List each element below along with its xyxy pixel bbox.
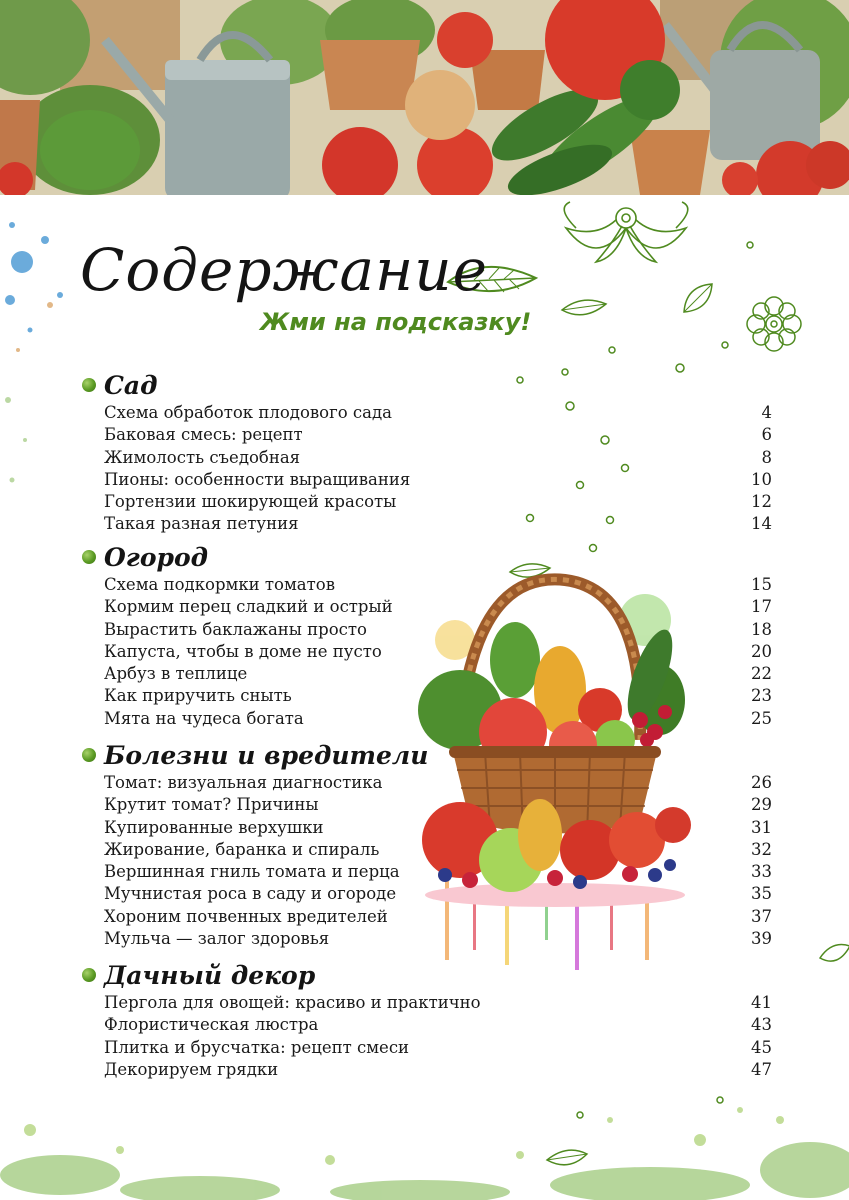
leaf-icon <box>560 296 610 320</box>
leaf-icon <box>816 940 849 970</box>
toc-entry[interactable] <box>82 596 772 618</box>
toc-section-title: Огород <box>104 542 209 572</box>
toc-entry-page: 18 <box>751 619 772 639</box>
toc-entry-title: Капуста, чтобы в доме не пусто <box>104 641 382 661</box>
toc-entry-title: Схема обработок плодового сада <box>104 403 392 422</box>
toc-entry-title: Такая разная петуния <box>104 514 299 534</box>
toc-entry[interactable] <box>82 928 772 950</box>
toc-entry-page: 15 <box>751 575 772 594</box>
toc-entry-title: Как приручить сныть <box>104 686 292 706</box>
toc-section-header[interactable] <box>82 958 772 992</box>
toc-entry-title: Вершинная гниль томата и перца <box>104 862 400 882</box>
toc-section-title: Болезни и вредители <box>104 740 429 770</box>
leaf-icon <box>680 280 716 316</box>
toc-entry-title: Хороним почвенных вредителей <box>104 906 388 926</box>
toc-entry-page: 26 <box>751 773 772 792</box>
bullet-dot-icon <box>82 550 96 564</box>
toc-entry-page: 4 <box>761 403 772 422</box>
toc-entry[interactable] <box>82 513 772 535</box>
toc-section-header[interactable] <box>82 738 772 772</box>
toc-entry-title: Жирование, баранка и спираль <box>104 839 380 859</box>
toc-entry-title: Схема подкормки томатов <box>104 575 335 594</box>
toc-entry-title: Жимолость съедобная <box>104 447 301 467</box>
bullet-dot-icon <box>82 968 96 982</box>
toc-entry[interactable] <box>82 817 772 839</box>
toc-entry-page: 6 <box>761 425 772 445</box>
toc-entry[interactable] <box>82 663 772 685</box>
toc-entry-title: Кормим перец сладкий и острый <box>104 597 393 617</box>
toc-entry-page: 39 <box>751 929 772 949</box>
toc-entry-title: Арбуз в теплице <box>104 664 248 684</box>
toc-entry-title: Вырастить баклажаны просто <box>104 619 367 639</box>
toc-entry-page: 33 <box>751 862 772 882</box>
page-subtitle: Жми на подсказку! <box>260 308 532 336</box>
bullet-dot-icon <box>82 748 96 762</box>
toc-entry-title: Флористическая люстра <box>104 1015 319 1035</box>
toc-entry-page: 45 <box>751 1037 772 1057</box>
toc-entry[interactable] <box>82 883 772 905</box>
toc-entry-page: 32 <box>751 839 772 859</box>
toc-entry[interactable] <box>82 447 772 469</box>
toc-entry-page: 14 <box>751 514 772 534</box>
toc-entry[interactable] <box>82 708 772 730</box>
toc-entry[interactable] <box>82 839 772 861</box>
toc-entry[interactable] <box>82 772 772 794</box>
flower-ornament-icon <box>556 198 696 274</box>
toc-entry[interactable] <box>82 424 772 446</box>
leaf-icon <box>545 1146 589 1170</box>
toc-entry-page: 23 <box>751 686 772 706</box>
toc-entry-page: 20 <box>751 641 772 661</box>
toc-entry-title: Пионы: особенности выращивания <box>104 469 411 489</box>
toc-entry[interactable] <box>82 402 772 424</box>
toc-entry-title: Плитка и брусчатка: рецепт смеси <box>104 1037 410 1057</box>
toc-entry-title: Мучнистая роса в саду и огороде <box>104 884 397 904</box>
toc-entry[interactable] <box>82 685 772 707</box>
toc-entry[interactable] <box>82 619 772 641</box>
toc-entry-page: 37 <box>751 906 772 926</box>
toc-entry-page: 43 <box>751 1015 772 1035</box>
toc-section-bolezni <box>82 738 772 950</box>
toc-entry-title: Купированные верхушки <box>104 817 324 837</box>
toc-section-title: Сад <box>104 370 158 400</box>
toc-entry[interactable] <box>82 1014 772 1036</box>
toc-entry-page: 31 <box>751 817 772 837</box>
toc-section-sad <box>82 368 772 536</box>
toc-entry-title: Декорируем грядки <box>104 1059 279 1079</box>
toc-entry-page: 47 <box>751 1059 772 1079</box>
toc-entry-page: 35 <box>751 884 772 904</box>
toc-entry[interactable] <box>82 641 772 663</box>
toc-section-title: Дачный декор <box>104 960 316 990</box>
toc-entry-page: 29 <box>751 795 772 815</box>
toc-entry[interactable] <box>82 906 772 928</box>
toc-entry-title: Крутит томат? Причины <box>104 795 319 815</box>
toc-entry[interactable] <box>82 491 772 513</box>
toc-entry-page: 8 <box>761 447 772 467</box>
toc-entry-title: Мульча — залог здоровья <box>104 929 330 949</box>
toc-entry-title: Пергола для овощей: красиво и практично <box>104 993 481 1012</box>
toc-entry-page: 41 <box>751 993 772 1012</box>
flower-ornament-icon <box>742 292 806 356</box>
toc-entry-title: Гортензии шокирующей красоты <box>104 492 397 512</box>
toc-section-header[interactable] <box>82 368 772 402</box>
toc-section-ogorod <box>82 540 772 730</box>
toc-entry[interactable] <box>82 1059 772 1081</box>
toc-entry[interactable] <box>82 1037 772 1059</box>
toc-section-dekor <box>82 958 772 1081</box>
toc-entry[interactable] <box>82 574 772 596</box>
toc-entry-page: 17 <box>751 597 772 617</box>
bullet-dot-icon <box>82 378 96 392</box>
toc-entry[interactable] <box>82 861 772 883</box>
toc-entry-page: 12 <box>751 492 772 512</box>
toc-entry[interactable] <box>82 469 772 491</box>
toc-entry-page: 22 <box>751 664 772 684</box>
toc-entry[interactable] <box>82 794 772 816</box>
toc-section-header[interactable] <box>82 540 772 574</box>
toc-entry-title: Баковая смесь: рецепт <box>104 425 303 445</box>
toc-entry-title: Мята на чудеса богата <box>104 708 304 728</box>
toc-entry-title: Томат: визуальная диагностика <box>104 773 383 792</box>
page-title: Содержание <box>80 236 488 304</box>
toc-entry-page: 25 <box>751 708 772 728</box>
toc-entry[interactable] <box>82 992 772 1014</box>
toc-entry-page: 10 <box>751 469 772 489</box>
